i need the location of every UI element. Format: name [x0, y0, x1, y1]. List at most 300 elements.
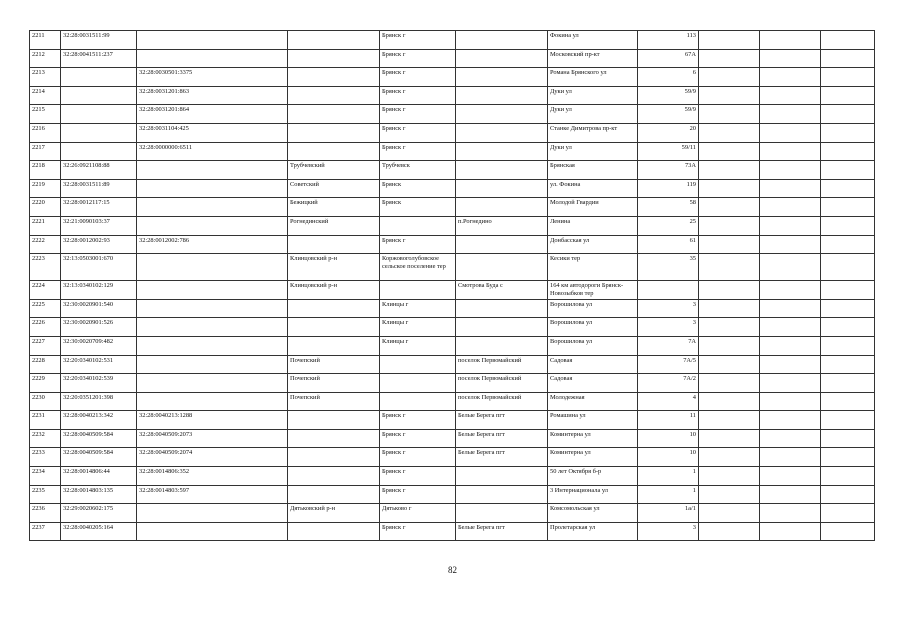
premises-cadastral-number-cell [137, 522, 288, 541]
empty-cell [699, 299, 760, 318]
city-cell: Брянск г [380, 485, 456, 504]
cadastral-number-cell: 32:30:0020709:482 [61, 336, 137, 355]
house-number-cell: 1 [638, 467, 699, 486]
cadastral-number-cell: 32:28:0012002:93 [61, 235, 137, 254]
property-register-table [29, 30, 875, 541]
table-row [30, 374, 875, 393]
house-number-cell: 3 [638, 318, 699, 337]
cadastral-number-cell: 32:28:0040509:584 [61, 429, 137, 448]
cadastral-number-cell: 32:28:0031511:99 [61, 31, 137, 50]
table-row [30, 198, 875, 217]
street-cell: Ворошилова ул [548, 299, 638, 318]
row-number-cell: 2213 [30, 68, 61, 87]
district-cell [288, 522, 380, 541]
house-number-cell: 10 [638, 429, 699, 448]
cadastral-number-cell: 32:30:0020901:540 [61, 299, 137, 318]
house-number-cell: 1 [638, 485, 699, 504]
house-number-cell: 119 [638, 179, 699, 198]
locality-cell: Белые Берега пгт [456, 522, 548, 541]
empty-cell [821, 161, 875, 180]
district-cell [288, 429, 380, 448]
row-number-cell: 2212 [30, 49, 61, 68]
premises-cadastral-number-cell [137, 318, 288, 337]
locality-cell [456, 235, 548, 254]
locality-cell: Белые Берега пгт [456, 411, 548, 430]
premises-cadastral-number-cell: 32:28:0040509:2074 [137, 448, 288, 467]
cadastral-number-cell [61, 86, 137, 105]
district-cell [288, 411, 380, 430]
cadastral-number-cell: 32:13:0503001:670 [61, 254, 137, 281]
street-cell: Донбасская ул [548, 235, 638, 254]
district-cell [288, 105, 380, 124]
table-row [30, 280, 875, 299]
house-number-cell: 35 [638, 254, 699, 281]
premises-cadastral-number-cell: 32:28:0031201:863 [137, 86, 288, 105]
table-row [30, 161, 875, 180]
empty-cell [821, 392, 875, 411]
table-row [30, 254, 875, 281]
locality-cell [456, 336, 548, 355]
street-cell: Ворошилова ул [548, 318, 638, 337]
district-cell [288, 235, 380, 254]
empty-cell [821, 411, 875, 430]
street-cell: ул. Фокина [548, 179, 638, 198]
city-cell: Брянск г [380, 467, 456, 486]
street-cell: Коминтерна ул [548, 429, 638, 448]
premises-cadastral-number-cell: 32:28:0030501:3375 [137, 68, 288, 87]
street-cell: Фокина ул [548, 31, 638, 50]
city-cell: Брянск [380, 179, 456, 198]
street-cell: 164 км автодороги Брянск-Новозыбков тер [548, 280, 638, 299]
locality-cell [456, 254, 548, 281]
district-cell [288, 336, 380, 355]
street-cell: Ленина [548, 216, 638, 235]
locality-cell: Белые Берега пгт [456, 448, 548, 467]
empty-cell [699, 374, 760, 393]
cadastral-number-cell: 32:20:0351201:398 [61, 392, 137, 411]
empty-cell [699, 336, 760, 355]
table-row [30, 216, 875, 235]
locality-cell [456, 161, 548, 180]
premises-cadastral-number-cell: 32:28:0000000:6511 [137, 142, 288, 161]
empty-cell [821, 429, 875, 448]
district-cell [288, 31, 380, 50]
empty-cell [760, 123, 821, 142]
empty-cell [821, 68, 875, 87]
house-number-cell: 7А/2 [638, 374, 699, 393]
empty-cell [699, 142, 760, 161]
locality-cell: Белые Берега пгт [456, 429, 548, 448]
district-cell [288, 86, 380, 105]
table-row [30, 336, 875, 355]
city-cell: Брянск [380, 198, 456, 217]
street-cell: Молодой Гвардии [548, 198, 638, 217]
row-number-cell: 2223 [30, 254, 61, 281]
street-cell: Комсомольская ул [548, 504, 638, 523]
house-number-cell: 59/9 [638, 105, 699, 124]
premises-cadastral-number-cell: 32:28:0014803:597 [137, 485, 288, 504]
city-cell: Брянск г [380, 68, 456, 87]
empty-cell [821, 86, 875, 105]
row-number-cell: 2237 [30, 522, 61, 541]
empty-cell [821, 235, 875, 254]
district-cell: Рогнединский [288, 216, 380, 235]
empty-cell [821, 105, 875, 124]
cadastral-number-cell: 32:28:0031511:89 [61, 179, 137, 198]
empty-cell [760, 86, 821, 105]
table-row [30, 179, 875, 198]
row-number-cell: 2235 [30, 485, 61, 504]
house-number-cell: 3 [638, 522, 699, 541]
city-cell: Брянск г [380, 49, 456, 68]
city-cell: Брянск г [380, 31, 456, 50]
premises-cadastral-number-cell [137, 216, 288, 235]
table-row [30, 504, 875, 523]
street-cell: 3 Интернационала ул [548, 485, 638, 504]
cadastral-number-cell: 32:28:0014806:44 [61, 467, 137, 486]
row-number-cell: 2236 [30, 504, 61, 523]
street-cell: Ромашина ул [548, 411, 638, 430]
table-row [30, 522, 875, 541]
city-cell [380, 392, 456, 411]
empty-cell [760, 336, 821, 355]
street-cell: Молодежная [548, 392, 638, 411]
empty-cell [760, 161, 821, 180]
empty-cell [821, 198, 875, 217]
empty-cell [699, 522, 760, 541]
row-number-cell: 2233 [30, 448, 61, 467]
empty-cell [821, 31, 875, 50]
district-cell: Клинцовский р-н [288, 254, 380, 281]
city-cell: Коржовоголубовское сельское поселение тер [380, 254, 456, 281]
premises-cadastral-number-cell [137, 49, 288, 68]
locality-cell: поселок Первомайский [456, 392, 548, 411]
locality-cell [456, 31, 548, 50]
row-number-cell: 2228 [30, 355, 61, 374]
row-number-cell: 2219 [30, 179, 61, 198]
locality-cell: поселок Первомайский [456, 374, 548, 393]
cadastral-number-cell: 32:26:0921108:88 [61, 161, 137, 180]
street-cell: Дуки ул [548, 105, 638, 124]
city-cell: Дятьково г [380, 504, 456, 523]
locality-cell [456, 318, 548, 337]
house-number-cell: 4 [638, 392, 699, 411]
house-number-cell: 59/9 [638, 86, 699, 105]
row-number-cell: 2232 [30, 429, 61, 448]
empty-cell [699, 49, 760, 68]
empty-cell [760, 522, 821, 541]
district-cell [288, 318, 380, 337]
locality-cell [456, 299, 548, 318]
row-number-cell: 2226 [30, 318, 61, 337]
empty-cell [699, 216, 760, 235]
premises-cadastral-number-cell [137, 392, 288, 411]
house-number-cell: 73А [638, 161, 699, 180]
street-cell: Московский пр-кт [548, 49, 638, 68]
empty-cell [699, 467, 760, 486]
premises-cadastral-number-cell: 32:28:0014806:352 [137, 467, 288, 486]
empty-cell [699, 280, 760, 299]
empty-cell [821, 318, 875, 337]
empty-cell [699, 161, 760, 180]
table-body [30, 31, 875, 541]
empty-cell [699, 105, 760, 124]
empty-cell [760, 411, 821, 430]
premises-cadastral-number-cell [137, 31, 288, 50]
house-number-cell: 59/11 [638, 142, 699, 161]
table-row [30, 105, 875, 124]
cadastral-number-cell [61, 123, 137, 142]
house-number-cell: 11 [638, 411, 699, 430]
locality-cell [456, 49, 548, 68]
district-cell: Почепский [288, 355, 380, 374]
district-cell: Советский [288, 179, 380, 198]
city-cell: Трубчевск [380, 161, 456, 180]
table-row [30, 355, 875, 374]
district-cell: Бежицкий [288, 198, 380, 217]
table-row [30, 31, 875, 50]
table-row [30, 86, 875, 105]
district-cell [288, 68, 380, 87]
street-cell: 50 лет Октября б-р [548, 467, 638, 486]
empty-cell [760, 448, 821, 467]
empty-cell [821, 299, 875, 318]
row-number-cell: 2224 [30, 280, 61, 299]
empty-cell [699, 485, 760, 504]
table-row [30, 299, 875, 318]
empty-cell [821, 448, 875, 467]
house-number-cell: 67А [638, 49, 699, 68]
cadastral-number-cell: 32:28:0040509:584 [61, 448, 137, 467]
empty-cell [699, 429, 760, 448]
table-row [30, 49, 875, 68]
cadastral-number-cell: 32:28:0041511:237 [61, 49, 137, 68]
cadastral-number-cell: 32:20:0340102:531 [61, 355, 137, 374]
empty-cell [821, 522, 875, 541]
locality-cell [456, 179, 548, 198]
city-cell [380, 280, 456, 299]
empty-cell [760, 68, 821, 87]
row-number-cell: 2227 [30, 336, 61, 355]
district-cell [288, 49, 380, 68]
empty-cell [699, 123, 760, 142]
cadastral-number-cell: 32:28:0012117:15 [61, 198, 137, 217]
empty-cell [699, 411, 760, 430]
house-number-cell: 58 [638, 198, 699, 217]
city-cell [380, 374, 456, 393]
cadastral-number-cell: 32:21:0090103:37 [61, 216, 137, 235]
premises-cadastral-number-cell [137, 355, 288, 374]
premises-cadastral-number-cell [137, 198, 288, 217]
house-number-cell: 1а/1 [638, 504, 699, 523]
empty-cell [760, 504, 821, 523]
house-number-cell: 61 [638, 235, 699, 254]
empty-cell [760, 299, 821, 318]
district-cell [288, 448, 380, 467]
cadastral-number-cell [61, 142, 137, 161]
street-cell: Брянская [548, 161, 638, 180]
row-number-cell: 2230 [30, 392, 61, 411]
row-number-cell: 2216 [30, 123, 61, 142]
city-cell: Брянск г [380, 429, 456, 448]
empty-cell [760, 179, 821, 198]
city-cell: Брянск г [380, 411, 456, 430]
row-number-cell: 2214 [30, 86, 61, 105]
house-number-cell: 7А [638, 336, 699, 355]
empty-cell [699, 254, 760, 281]
locality-cell: Смотрова Буда с [456, 280, 548, 299]
empty-cell [760, 467, 821, 486]
house-number-cell [638, 280, 699, 299]
empty-cell [821, 49, 875, 68]
street-cell: Романа Брянского ул [548, 68, 638, 87]
empty-cell [760, 198, 821, 217]
empty-cell [760, 254, 821, 281]
district-cell: Почепский [288, 392, 380, 411]
empty-cell [699, 448, 760, 467]
locality-cell: поселок Первомайский [456, 355, 548, 374]
premises-cadastral-number-cell: 32:28:0031201:864 [137, 105, 288, 124]
table-row [30, 411, 875, 430]
cadastral-number-cell: 32:28:0040213:342 [61, 411, 137, 430]
cadastral-number-cell [61, 105, 137, 124]
empty-cell [760, 355, 821, 374]
empty-cell [699, 86, 760, 105]
empty-cell [760, 280, 821, 299]
street-cell: Коминтерна ул [548, 448, 638, 467]
empty-cell [821, 179, 875, 198]
premises-cadastral-number-cell: 32:28:0040509:2073 [137, 429, 288, 448]
locality-cell [456, 198, 548, 217]
row-number-cell: 2220 [30, 198, 61, 217]
cadastral-number-cell [61, 68, 137, 87]
district-cell [288, 485, 380, 504]
empty-cell [760, 318, 821, 337]
empty-cell [760, 105, 821, 124]
city-cell: Брянск г [380, 105, 456, 124]
table-row [30, 467, 875, 486]
row-number-cell: 2221 [30, 216, 61, 235]
empty-cell [821, 280, 875, 299]
empty-cell [760, 235, 821, 254]
empty-cell [760, 142, 821, 161]
premises-cadastral-number-cell [137, 161, 288, 180]
city-cell: Брянск г [380, 448, 456, 467]
street-cell: Ворошилова ул [548, 336, 638, 355]
district-cell [288, 467, 380, 486]
district-cell: Клинцовский р-н [288, 280, 380, 299]
row-number-cell: 2217 [30, 142, 61, 161]
cadastral-number-cell: 32:28:0014803:135 [61, 485, 137, 504]
premises-cadastral-number-cell: 32:28:0040213:1288 [137, 411, 288, 430]
premises-cadastral-number-cell [137, 374, 288, 393]
locality-cell [456, 105, 548, 124]
table-row [30, 485, 875, 504]
table-row [30, 142, 875, 161]
table-row [30, 392, 875, 411]
empty-cell [760, 485, 821, 504]
cadastral-number-cell: 32:20:0340102:539 [61, 374, 137, 393]
city-cell: Брянск г [380, 522, 456, 541]
street-cell: Садовая [548, 355, 638, 374]
house-number-cell: 3 [638, 299, 699, 318]
empty-cell [699, 68, 760, 87]
empty-cell [699, 504, 760, 523]
empty-cell [699, 198, 760, 217]
locality-cell [456, 142, 548, 161]
cadastral-number-cell: 32:13:0340102:129 [61, 280, 137, 299]
city-cell: Брянск г [380, 235, 456, 254]
premises-cadastral-number-cell [137, 299, 288, 318]
city-cell: Клинцы г [380, 299, 456, 318]
empty-cell [699, 179, 760, 198]
empty-cell [760, 429, 821, 448]
table-row [30, 68, 875, 87]
empty-cell [699, 392, 760, 411]
city-cell: Клинцы г [380, 318, 456, 337]
locality-cell [456, 68, 548, 87]
locality-cell [456, 485, 548, 504]
row-number-cell: 2229 [30, 374, 61, 393]
premises-cadastral-number-cell [137, 179, 288, 198]
cadastral-number-cell: 32:30:0020901:526 [61, 318, 137, 337]
empty-cell [760, 31, 821, 50]
empty-cell [821, 123, 875, 142]
locality-cell [456, 467, 548, 486]
street-cell: Дуки ул [548, 86, 638, 105]
district-cell [288, 142, 380, 161]
city-cell [380, 216, 456, 235]
empty-cell [821, 467, 875, 486]
house-number-cell: 113 [638, 31, 699, 50]
empty-cell [760, 392, 821, 411]
row-number-cell: 2218 [30, 161, 61, 180]
empty-cell [760, 216, 821, 235]
empty-cell [821, 355, 875, 374]
empty-cell [821, 336, 875, 355]
house-number-cell: 6 [638, 68, 699, 87]
row-number-cell: 2234 [30, 467, 61, 486]
table-row [30, 318, 875, 337]
premises-cadastral-number-cell [137, 280, 288, 299]
row-number-cell: 2211 [30, 31, 61, 50]
row-number-cell: 2231 [30, 411, 61, 430]
table-row [30, 235, 875, 254]
table-row [30, 448, 875, 467]
city-cell: Клинцы г [380, 336, 456, 355]
district-cell [288, 123, 380, 142]
empty-cell [699, 355, 760, 374]
cadastral-number-cell: 32:29:0020602:175 [61, 504, 137, 523]
house-number-cell: 10 [638, 448, 699, 467]
empty-cell [760, 374, 821, 393]
row-number-cell: 2215 [30, 105, 61, 124]
district-cell: Трубчевский [288, 161, 380, 180]
district-cell: Почепский [288, 374, 380, 393]
city-cell [380, 355, 456, 374]
city-cell: Брянск г [380, 123, 456, 142]
premises-cadastral-number-cell: 32:28:0031104:425 [137, 123, 288, 142]
table-row [30, 429, 875, 448]
premises-cadastral-number-cell: 32:28:0012002:786 [137, 235, 288, 254]
empty-cell [821, 374, 875, 393]
premises-cadastral-number-cell [137, 254, 288, 281]
street-cell: Дуки ул [548, 142, 638, 161]
district-cell [288, 299, 380, 318]
locality-cell [456, 504, 548, 523]
empty-cell [699, 318, 760, 337]
house-number-cell: 25 [638, 216, 699, 235]
